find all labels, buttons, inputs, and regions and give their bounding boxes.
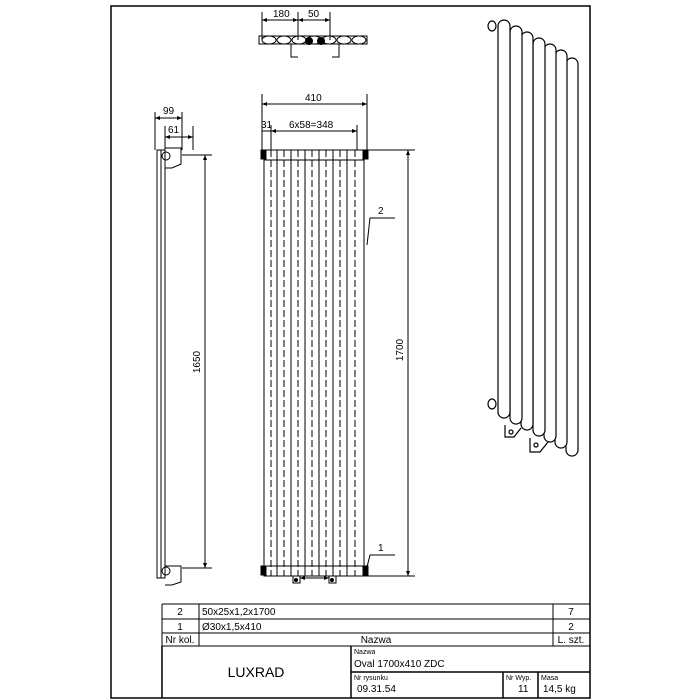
nr-rysunku-value: 09.31.54 <box>357 684 396 695</box>
masa-label: Masa <box>541 675 559 682</box>
dim-side-bracket: 61 <box>168 125 180 136</box>
nr-wyp-label: Nr Wyp. <box>506 675 532 682</box>
callout-part-1: 1 <box>378 543 384 554</box>
parts-row-1-nr: 2 <box>177 607 183 618</box>
dim-front-edge: 31 <box>261 120 273 131</box>
nazwa-label: Nazwa <box>354 649 376 656</box>
parts-row-1-qty: 7 <box>568 607 574 618</box>
dim-front-width: 410 <box>305 93 322 104</box>
nr-wyp-value: 11 <box>518 684 529 695</box>
parts-header-nr: Nr kol. <box>165 635 195 646</box>
parts-row-1-nazwa: 50x25x1,2x1700 <box>202 607 276 618</box>
dim-side-height: 1650 <box>192 350 203 374</box>
nr-rysunku-label: Nr rysunku <box>354 675 388 682</box>
side-view <box>155 112 212 585</box>
company-name: LUXRAD <box>227 664 285 680</box>
parts-row-2-nr: 1 <box>177 622 183 633</box>
dim-front-height: 1700 <box>395 338 406 362</box>
masa-value: 14,5 kg <box>543 684 576 695</box>
dim-top-pitch: 180 <box>273 9 290 20</box>
parts-header-qty: L. szt. <box>557 635 585 646</box>
parts-row-2-nazwa: Ø30x1,5x410 <box>202 622 262 633</box>
parts-header-nazwa: Nazwa <box>360 635 392 646</box>
isometric-view <box>488 20 578 456</box>
dim-side-depth: 99 <box>163 106 175 117</box>
callout-part-2: 2 <box>378 206 384 217</box>
dim-top-tube: 50 <box>308 9 320 20</box>
parts-row-2-qty: 2 <box>568 622 574 633</box>
front-view <box>261 94 415 583</box>
nazwa-value: Oval 1700x410 ZDC <box>354 659 445 670</box>
dim-front-spacing: 6x58=348 <box>289 120 334 131</box>
